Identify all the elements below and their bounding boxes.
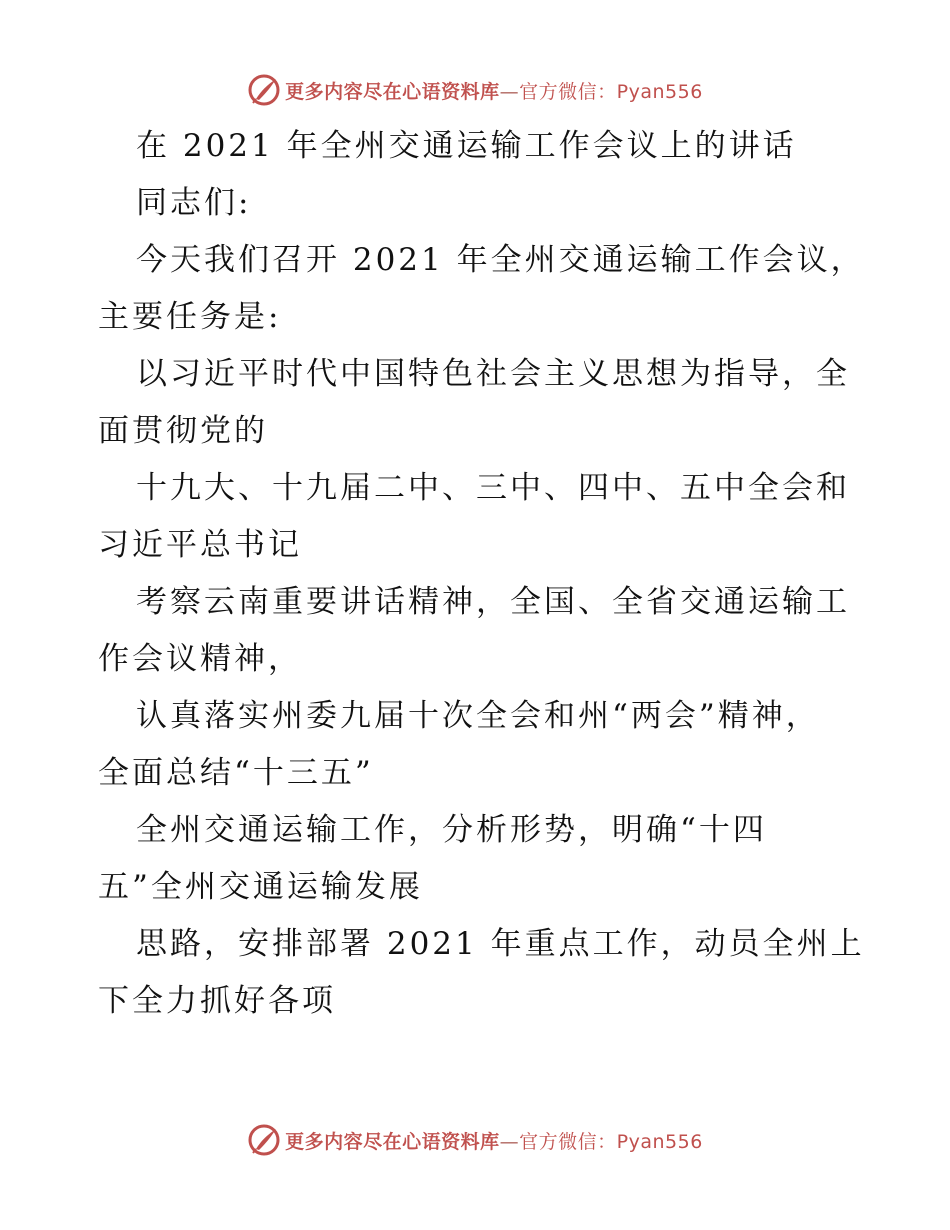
- paragraph-line: 以习近平时代中国特色社会主义思想为指导，全: [136, 356, 850, 392]
- paragraph-line: 全面总结“十三五”: [98, 755, 374, 791]
- paragraph-line: 全州交通运输工作，分析形势，明确“十四: [136, 812, 767, 848]
- paragraph-line: 思路，安排部署 2021 年重点工作，动员全州上: [136, 926, 865, 962]
- paragraph-line: 今天我们召开 2021 年全州交通运输工作会议，: [136, 242, 865, 278]
- paragraph-line: 十九大、十九届二中、三中、四中、五中全会和: [136, 470, 850, 506]
- footer-banner-text: [285, 1127, 703, 1154]
- header-banner-text: [285, 77, 703, 104]
- footer-banner-sep: —: [499, 1130, 520, 1153]
- paragraph-line: 面贯彻党的: [98, 413, 268, 449]
- footer-banner-main: 更多内容尽在心语资料库: [285, 1130, 500, 1153]
- paragraph-line: 认真落实州委九届十次全会和州“两会”精神，: [136, 698, 820, 734]
- footer-banner: [0, 1120, 950, 1160]
- quill-logo-icon: [247, 1123, 281, 1157]
- quill-logo-icon: [247, 73, 281, 107]
- paragraph-line: 五”全州交通运输发展: [98, 869, 423, 905]
- header-banner: [0, 70, 950, 110]
- paragraph-line: 主要任务是:: [98, 299, 282, 335]
- paragraph-line: 作会议精神，: [98, 641, 302, 677]
- paragraph-line: 考察云南重要讲话精神，全国、全省交通运输工: [136, 584, 850, 620]
- header-banner-main: 更多内容尽在心语资料库: [285, 80, 500, 103]
- footer-banner-wechat: 官方微信：Pyan556: [519, 1130, 703, 1153]
- salutation: 同志们:: [136, 185, 252, 221]
- header-banner-sep: —: [499, 80, 520, 103]
- document-body: [98, 118, 865, 1030]
- document-title: 在 2021 年全州交通运输工作会议上的讲话: [136, 128, 797, 164]
- header-banner-wechat: 官方微信：Pyan556: [519, 80, 703, 103]
- paragraph-line: 下全力抓好各项: [98, 983, 336, 1019]
- paragraph-line: 习近平总书记: [98, 527, 302, 563]
